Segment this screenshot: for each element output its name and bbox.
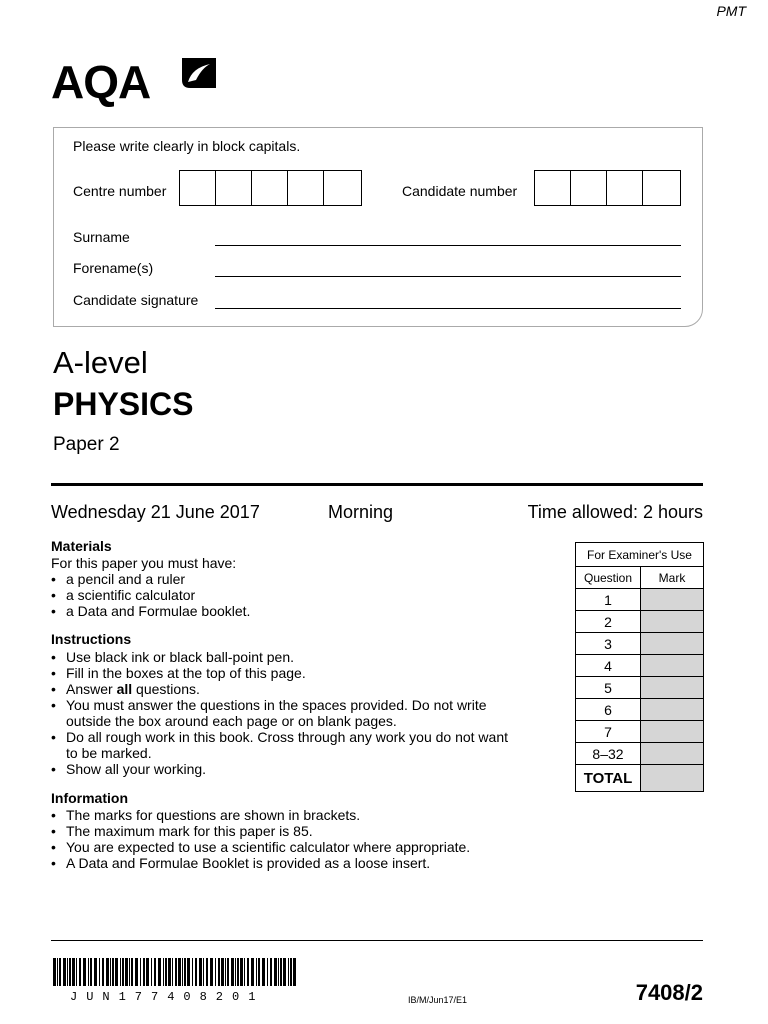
- signature-field[interactable]: [215, 308, 681, 309]
- barcode-bar: [215, 958, 216, 986]
- centre-number-label: Centre number: [73, 183, 167, 199]
- barcode-bar: [203, 958, 204, 986]
- centre-number-box[interactable]: [324, 171, 360, 205]
- mark-cell: [641, 721, 704, 743]
- paper-number: Paper 2: [53, 434, 120, 455]
- barcode-bar: [110, 958, 111, 986]
- barcode-bar: [293, 958, 296, 986]
- pmt-tag: PMT: [716, 3, 746, 19]
- barcode-bar: [63, 958, 66, 986]
- barcode-bar: [163, 958, 164, 986]
- barcode-bar: [256, 958, 257, 986]
- barcode-bar: [247, 958, 249, 986]
- paper-reference: IB/M/Jun17/E1: [408, 995, 468, 1005]
- forename-label: Forename(s): [73, 260, 154, 276]
- barcode-bar: [267, 958, 268, 986]
- question-number: 1: [576, 589, 641, 611]
- barcode-bar: [288, 958, 289, 986]
- barcode-bar: [129, 958, 130, 986]
- candidate-number-box[interactable]: [643, 171, 679, 205]
- barcode-bar: [218, 958, 220, 986]
- barcode-bar: [115, 958, 118, 986]
- barcode-bar: [120, 958, 121, 986]
- examiner-table-title: For Examiner's Use: [576, 543, 704, 567]
- mark-cell: [641, 611, 704, 633]
- exam-session: Morning: [328, 502, 394, 522]
- surname-field[interactable]: [215, 245, 681, 246]
- mark-cell: [641, 677, 704, 699]
- mark-cell: [641, 655, 704, 677]
- question-number: 6: [576, 699, 641, 721]
- aqa-leaf-icon: [180, 56, 218, 90]
- barcode-bar: [270, 958, 272, 986]
- barcode-bar: [106, 958, 109, 986]
- barcode-bar: [192, 958, 193, 986]
- qualification-level: A-level: [53, 345, 148, 380]
- mark-cell: [641, 743, 704, 765]
- barcode-bar: [90, 958, 92, 986]
- forename-field[interactable]: [215, 276, 681, 277]
- barcode-bar: [79, 958, 81, 986]
- surname-label: Surname: [73, 229, 130, 245]
- barcode-bar: [240, 958, 243, 986]
- barcode-bar: [99, 958, 100, 986]
- question-number: 3: [576, 633, 641, 655]
- instructions-title: Instructions: [51, 631, 132, 647]
- header-divider: [51, 483, 703, 486]
- time-allowed: Time allowed: 2 hours: [527, 502, 703, 522]
- question-number: 8–32: [576, 743, 641, 765]
- materials-title: Materials: [51, 538, 112, 554]
- barcode-bar: [83, 958, 86, 986]
- instruction-item: • You must answer the questions in the spaces provided. Do not write outside the box around each page or on blank pages.: [51, 697, 521, 729]
- barcode-bar: [165, 958, 167, 986]
- barcode-bar: [143, 958, 145, 986]
- barcode-bar: [154, 958, 156, 986]
- barcode-bar: [210, 958, 213, 986]
- barcode-bar: [102, 958, 104, 986]
- mark-cell: [641, 699, 704, 721]
- barcode-bar: [151, 958, 152, 986]
- candidate-number-box[interactable]: [607, 171, 643, 205]
- mark-cell: [641, 633, 704, 655]
- barcode-bar: [225, 958, 226, 986]
- barcode-bar: [131, 958, 133, 986]
- barcode-bar: [168, 958, 171, 986]
- examiner-use-table: [575, 542, 704, 792]
- barcode-bar: [251, 958, 254, 986]
- barcode: [53, 958, 297, 986]
- exam-date: Wednesday 21 June 2017: [51, 502, 260, 522]
- barcode-bar: [57, 958, 58, 986]
- materials-section: [51, 555, 531, 619]
- barcode-bar: [184, 958, 186, 986]
- information-item: • The maximum mark for this paper is 85.: [51, 823, 531, 839]
- instruction-item: • Do all rough work in this book. Cross through any work you do not want to be marked.: [51, 729, 521, 761]
- barcode-bar: [182, 958, 183, 986]
- signature-label: Candidate signature: [73, 292, 199, 308]
- barcode-bar: [235, 958, 236, 986]
- barcode-bar: [274, 958, 277, 986]
- centre-number-box[interactable]: [216, 171, 252, 205]
- barcode-bar: [88, 958, 89, 986]
- centre-number-field[interactable]: [179, 170, 362, 206]
- barcode-bar: [283, 958, 286, 986]
- instructions-section: [51, 649, 521, 777]
- subject-title: PHYSICS: [53, 386, 194, 422]
- question-number: 7: [576, 721, 641, 743]
- information-item: • A Data and Formulae Booklet is provided as a loose insert.: [51, 855, 531, 871]
- materials-item: • a Data and Formulae booklet.: [51, 603, 531, 619]
- aqa-logo-text: AQA: [51, 56, 151, 108]
- barcode-bar: [199, 958, 202, 986]
- question-number: 5: [576, 677, 641, 699]
- footer-divider: [51, 940, 703, 941]
- centre-number-box[interactable]: [288, 171, 324, 205]
- instruction-item: • Use black ink or black ball-point pen.: [51, 649, 521, 665]
- form-intro: Please write clearly in block capitals.: [73, 138, 301, 154]
- barcode-bar: [237, 958, 239, 986]
- barcode-bar: [112, 958, 114, 986]
- information-section: [51, 807, 531, 871]
- barcode-bar: [231, 958, 234, 986]
- barcode-bar: [227, 958, 229, 986]
- candidate-number-box[interactable]: [571, 171, 607, 205]
- centre-number-box[interactable]: [252, 171, 288, 205]
- barcode-bar: [53, 958, 56, 986]
- total-label: TOTAL: [576, 765, 641, 792]
- candidate-number-field[interactable]: [534, 170, 681, 206]
- barcode-bar: [175, 958, 177, 986]
- barcode-bar: [135, 958, 138, 986]
- barcode-bar: [206, 958, 208, 986]
- candidate-number-label: Candidate number: [402, 183, 518, 199]
- information-item: • The marks for questions are shown in brackets.: [51, 807, 531, 823]
- barcode-bar: [172, 958, 173, 986]
- barcode-text: JUN177408201: [70, 990, 265, 1004]
- barcode-bar: [125, 958, 128, 986]
- barcode-bar: [187, 958, 190, 986]
- barcode-bar: [59, 958, 61, 986]
- barcode-bar: [69, 958, 71, 986]
- barcode-bar: [262, 958, 265, 986]
- barcode-bar: [221, 958, 224, 986]
- materials-intro: For this paper you must have:: [51, 555, 237, 571]
- barcode-bar: [278, 958, 279, 986]
- candidate-number-box[interactable]: [535, 171, 571, 205]
- instruction-item: • Answer all questions.: [51, 681, 521, 697]
- information-title: Information: [51, 790, 128, 806]
- question-number: 4: [576, 655, 641, 677]
- centre-number-box[interactable]: [180, 171, 216, 205]
- barcode-bar: [72, 958, 75, 986]
- barcode-bar: [258, 958, 260, 986]
- barcode-bar: [244, 958, 245, 986]
- instruction-item: • Show all your working.: [51, 761, 521, 777]
- materials-item: • a pencil and a ruler: [51, 571, 531, 587]
- barcode-bar: [158, 958, 161, 986]
- barcode-bar: [122, 958, 124, 986]
- barcode-bar: [290, 958, 292, 986]
- materials-item: • a scientific calculator: [51, 587, 531, 603]
- barcode-bar: [76, 958, 77, 986]
- mark-column-header: Mark: [641, 567, 704, 589]
- instruction-item: • Fill in the boxes at the top of this page.: [51, 665, 521, 681]
- barcode-bar: [94, 958, 97, 986]
- question-column-header: Question: [576, 567, 641, 589]
- barcode-bar: [195, 958, 197, 986]
- question-number: 2: [576, 611, 641, 633]
- barcode-bar: [67, 958, 68, 986]
- barcode-bar: [146, 958, 149, 986]
- barcode-bar: [178, 958, 181, 986]
- barcode-bar: [140, 958, 141, 986]
- total-mark-cell: [641, 765, 704, 792]
- mark-cell: [641, 589, 704, 611]
- barcode-bar: [280, 958, 282, 986]
- paper-code: 7408/2: [635, 980, 703, 1005]
- information-item: • You are expected to use a scientific calculator where appropriate.: [51, 839, 531, 855]
